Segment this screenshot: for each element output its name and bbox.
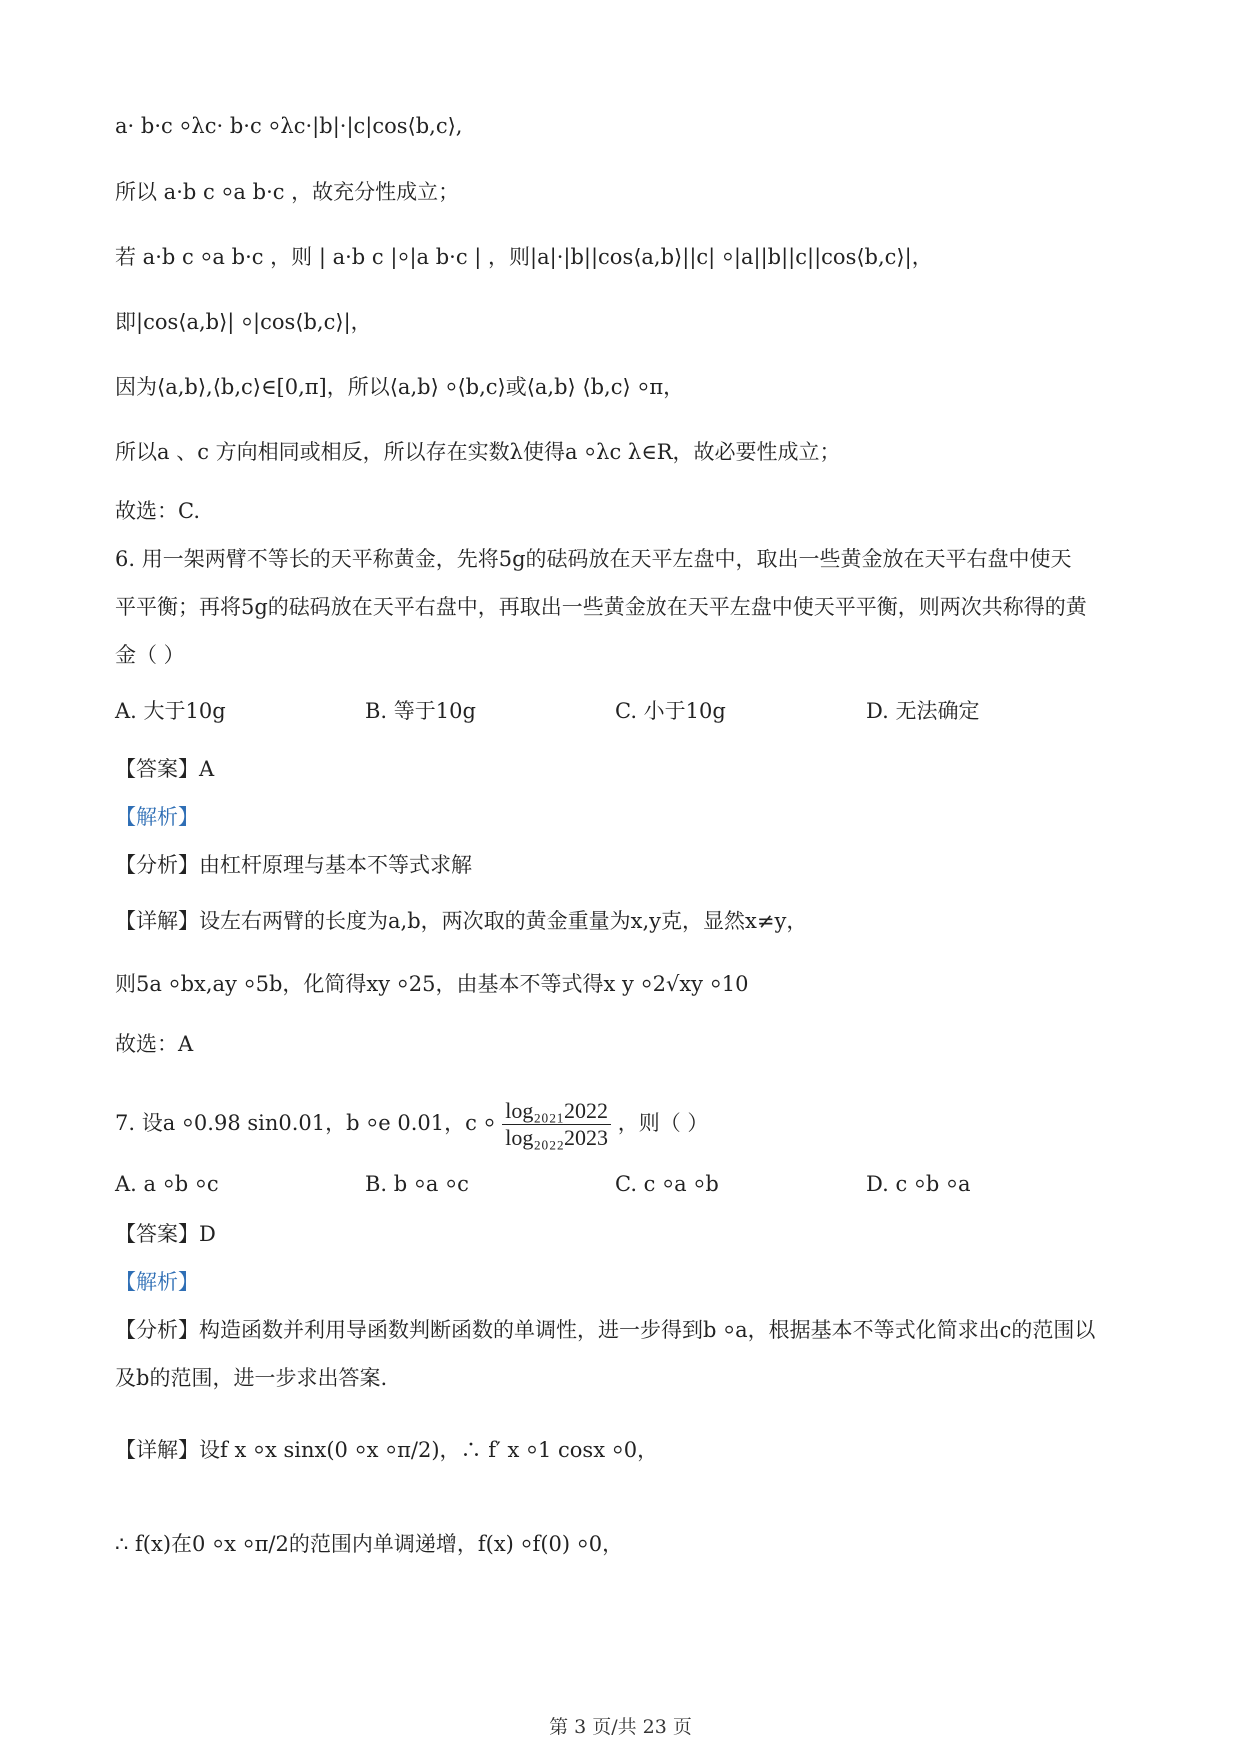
text-line-3: 若 a·b c ⸰a b·c ，则 | a·b c |⸰|a b·c | ，则|a|·|b||cos⟨a,b⟩||c| ⸰|a||b||c||cos⟨b,c⟩|， bbox=[115, 245, 933, 269]
q7-fraction-denominator: log₂₀₂₂2023 bbox=[505, 1125, 609, 1150]
q6-analysis-heading: 【解析】 bbox=[115, 805, 199, 829]
q6-detail-1: 【详解】设左右两臂的长度为a,b，两次取的黄金重量为x,y克，显然x≠y， bbox=[115, 909, 808, 933]
q7-option-b: B. b ⸰a ⸰c bbox=[365, 1172, 469, 1196]
q6-option-b: B. 等于10g bbox=[365, 699, 476, 723]
text-line-6: 所以a 、c 方向相同或相反，所以存在实数λ使得a ⸰λc λ∈R，故必要性成立； bbox=[115, 440, 841, 464]
q7-fraction-numerator: log₂₀₂₁2022 bbox=[502, 1098, 611, 1125]
text-line-5: 因为⟨a,b⟩,⟨b,c⟩∈[0,π]，所以⟨a,b⟩ ⸰⟨b,c⟩或⟨a,b⟩ ⟨b,c⟩ ⸰π， bbox=[115, 375, 685, 399]
q7-detail-2: ∴ f(x)在0 ⸰x ⸰π/2的范围内单调递增，f(x) ⸰f(0) ⸰0， bbox=[115, 1532, 624, 1556]
q6-answer: 【答案】A bbox=[115, 757, 215, 781]
question-7-tail: ，则（ ） bbox=[617, 1111, 709, 1135]
page-footer: 第 3 页/共 23 页 bbox=[549, 1716, 692, 1738]
question-6-line-1: 6. 用一架两臂不等长的天平称黄金，先将5g的砝码放在天平左盘中，取出一些黄金放在天平右盘中使天 bbox=[115, 547, 1072, 571]
question-6-line-2: 平平衡；再将5g的砝码放在天平右盘中，再取出一些黄金放在天平左盘中使天平平衡，则两次共称得的黄 bbox=[115, 595, 1087, 619]
q7-answer: 【答案】D bbox=[115, 1222, 216, 1246]
text-line-7: 故选：C. bbox=[115, 499, 200, 523]
text-line-4: 即|cos⟨a,b⟩| ⸰|cos⟨b,c⟩|， bbox=[115, 310, 372, 334]
q7-option-d: D. c ⸰b ⸰a bbox=[866, 1172, 971, 1196]
q6-detail-2: 则5a ⸰bx,ay ⸰5b，化简得xy ⸰25，由基本不等式得x y ⸰2√xy ⸰10 bbox=[115, 972, 749, 996]
question-6-line-3: 金（ ） bbox=[115, 643, 185, 667]
question-7 bbox=[115, 1098, 708, 1151]
q7-analysis-heading: 【解析】 bbox=[115, 1270, 199, 1294]
q7-fraction bbox=[502, 1098, 611, 1151]
q6-option-a: A. 大于10g bbox=[115, 699, 226, 723]
text-line-2: 所以 a·b c ⸰a b·c ，故充分性成立； bbox=[115, 180, 460, 204]
q6-choice: 故选：A bbox=[115, 1032, 194, 1056]
q7-option-a: A. a ⸰b ⸰c bbox=[115, 1172, 219, 1196]
q7-option-c: C. c ⸰a ⸰b bbox=[615, 1172, 719, 1196]
q6-analysis: 【分析】由杠杆原理与基本不等式求解 bbox=[115, 853, 472, 877]
q7-analysis-2: 及b的范围，进一步求出答案. bbox=[115, 1366, 388, 1390]
question-7-text: 7. 设a ⸰0.98 sin0.01，b ⸰e 0.01，c ⸰ bbox=[115, 1111, 496, 1135]
text-line-1: a· b·c ⸰λc· b·c ⸰λc·|b|·|c|cos⟨b,c⟩, bbox=[115, 114, 463, 138]
q6-option-d: D. 无法确定 bbox=[866, 699, 980, 723]
q7-detail-1: 【详解】设f x ⸰x sinx(0 ⸰x ⸰π/2)，∴ f′ x ⸰1 cosx ⸰0， bbox=[115, 1438, 659, 1462]
q6-option-c: C. 小于10g bbox=[615, 699, 726, 723]
q7-analysis-1: 【分析】构造函数并利用导函数判断函数的单调性，进一步得到b ⸰a，根据基本不等式化简求出c的范围以 bbox=[115, 1318, 1096, 1342]
